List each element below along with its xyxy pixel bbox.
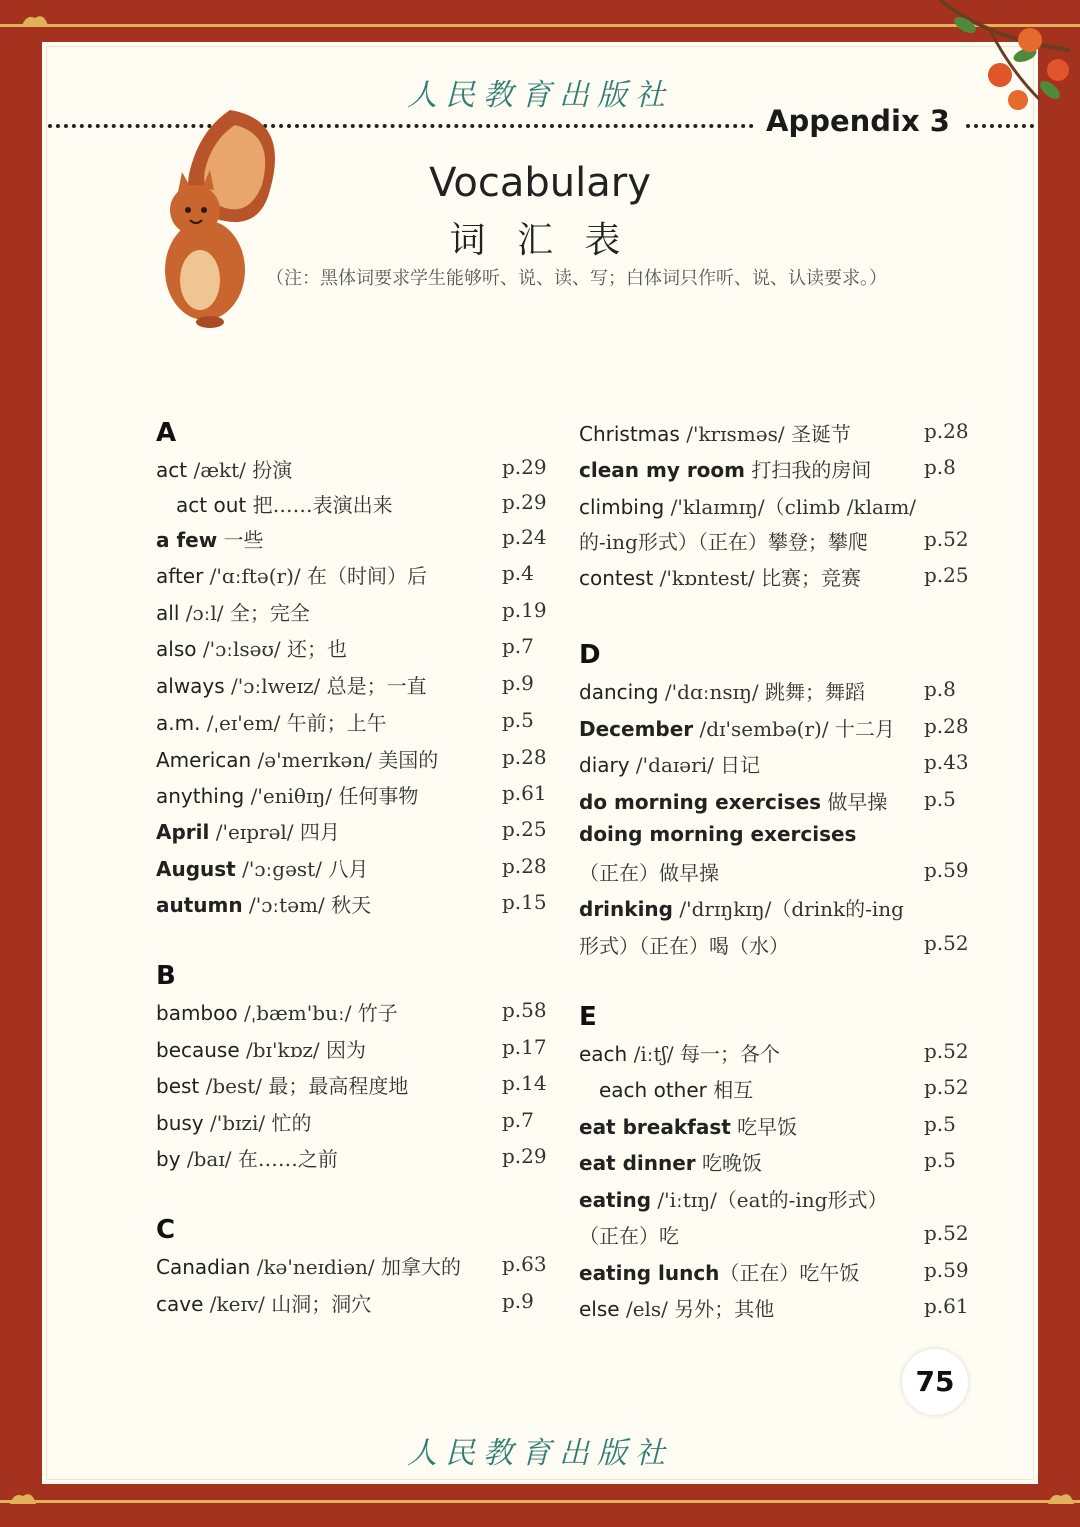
entry-definition: /'ɔːtəm/ 秋天	[242, 893, 372, 917]
entry-page-ref: p.5	[924, 1148, 956, 1172]
entry-word: a few	[156, 528, 218, 552]
entry-page-ref: p.15	[502, 890, 547, 914]
vocab-entry-climbing-cont	[579, 526, 868, 555]
entry-definition: 的-ing形式）（正在）攀登；攀爬	[579, 530, 868, 554]
vocab-entry-a-few	[156, 524, 264, 553]
entry-definition: /ækt/ 扮演	[187, 458, 293, 482]
entry-word: autumn	[156, 893, 243, 917]
vocab-entry-else	[579, 1293, 774, 1322]
entry-definition: /baɪ/ 在……之前	[180, 1147, 338, 1171]
entry-page-ref: p.58	[502, 998, 547, 1022]
dotted-rule-right	[966, 124, 1034, 128]
entry-definition: /'eniθɪŋ/ 任何事物	[244, 784, 419, 808]
entry-definition: /'dɑːnsɪŋ/ 跳舞；舞蹈	[658, 680, 866, 704]
vocab-entry-diary	[579, 749, 760, 778]
vocab-entry-act	[156, 454, 292, 483]
entry-definition: 相互	[706, 1078, 754, 1102]
entry-word: eat dinner	[579, 1151, 696, 1175]
top-gold-line	[0, 24, 1080, 27]
vocab-entry-after	[156, 560, 427, 589]
entry-page-ref: p.61	[924, 1294, 969, 1318]
entry-page-ref: p.59	[924, 1258, 969, 1282]
section-letter-c: C	[156, 1215, 176, 1245]
footer-publisher: 人民教育出版社	[407, 1436, 673, 1471]
vocab-entry-by	[156, 1143, 338, 1172]
entry-page-ref: p.5	[502, 708, 534, 732]
appendix-label: Appendix 3	[766, 104, 950, 138]
entry-word: after	[156, 564, 204, 588]
squirrel-illustration-icon	[150, 100, 300, 330]
entry-definition: 一些	[217, 528, 264, 552]
entry-word: clean my room	[579, 458, 745, 482]
entry-definition: 吃早饭	[730, 1115, 798, 1139]
entry-word: because	[156, 1038, 240, 1062]
entry-page-ref: p.7	[502, 634, 534, 658]
entry-definition: /ˌbæm'buː/ 竹子	[237, 1001, 398, 1025]
vocab-entry-anything	[156, 780, 418, 809]
entry-word: American	[156, 748, 252, 772]
entry-word: drinking	[579, 897, 673, 921]
entry-page-ref: p.4	[502, 561, 534, 585]
vocab-entry-eat-dinner	[579, 1147, 762, 1176]
entry-definition: /bɪ'kɒz/ 因为	[239, 1038, 367, 1062]
entry-definition: /ˌeɪ'em/ 午前；上午	[200, 711, 387, 735]
vocab-entry-eat-breakfast	[579, 1111, 797, 1140]
vocab-entry-each-other	[599, 1074, 753, 1103]
entry-definition: /'ɑːftə(r)/ 在（时间）后	[203, 564, 427, 588]
entry-word: bamboo	[156, 1001, 238, 1025]
entry-page-ref: p.52	[924, 1221, 969, 1245]
vocab-entry-august	[156, 853, 368, 882]
entry-word: dancing	[579, 680, 659, 704]
entry-definition: /'krɪsməs/ 圣诞节	[679, 422, 851, 446]
entry-page-ref: p.28	[502, 854, 547, 878]
cloud-corner-ornament-icon	[20, 10, 50, 30]
entry-word: eating lunch	[579, 1261, 720, 1285]
vocab-entry-best	[156, 1070, 408, 1099]
entry-word: act	[156, 458, 188, 482]
entry-page-ref: p.29	[502, 455, 547, 479]
entry-page-ref: p.5	[924, 787, 956, 811]
entry-page-ref: p.25	[924, 563, 969, 587]
entry-definition: /'ɔːgəst/ 八月	[235, 857, 369, 881]
vocab-entry-doing-morning-exercises	[579, 822, 856, 846]
entry-definition: /'bɪzi/ 忙的	[203, 1111, 312, 1135]
entry-word: Canadian	[156, 1255, 251, 1279]
entry-word: diary	[579, 753, 630, 777]
entry-page-ref: p.63	[502, 1252, 547, 1276]
vocab-entry-autumn	[156, 889, 371, 918]
entry-word: else	[579, 1297, 620, 1321]
entry-word: act out	[176, 493, 247, 517]
entry-page-ref: p.43	[924, 750, 969, 774]
entry-page-ref: p.25	[502, 817, 547, 841]
entry-word: doing morning exercises	[579, 822, 857, 846]
entry-definition: /'eɪprəl/ 四月	[209, 820, 340, 844]
entry-word: August	[156, 857, 236, 881]
cloud-corner-ornament-icon	[1046, 1488, 1076, 1508]
entry-definition: /keɪv/ 山洞；洞穴	[203, 1292, 372, 1316]
entry-page-ref: p.52	[924, 527, 969, 551]
entry-definition: /best/ 最；最高程度地	[199, 1074, 409, 1098]
entry-definition: /'drɪŋkɪŋ/（drink的-ing	[672, 897, 904, 921]
vocab-entry-climbing	[579, 491, 916, 520]
entry-definition: /iːtʃ/ 每一；各个	[627, 1042, 781, 1066]
vocab-entry-contest	[579, 562, 861, 591]
vocab-entry-busy	[156, 1107, 311, 1136]
vocab-entry-clean-my-room	[579, 454, 871, 483]
entry-word: always	[156, 674, 225, 698]
entry-word: also	[156, 637, 197, 661]
entry-definition: /els/ 另外；其他	[619, 1297, 775, 1321]
entry-page-ref: p.17	[502, 1035, 547, 1059]
entry-definition: /'daɪəri/ 日记	[629, 753, 761, 777]
entry-definition: /'klaɪmɪŋ/（climb /klaɪm/	[664, 495, 917, 519]
entry-page-ref: p.59	[924, 858, 969, 882]
section-letter-b: B	[156, 961, 176, 991]
entry-word: all	[156, 601, 180, 625]
vocab-entry-dancing	[579, 676, 865, 705]
entry-page-ref: p.52	[924, 1039, 969, 1063]
entry-definition: /kə'neɪdiən/ 加拿大的	[250, 1255, 462, 1279]
entry-word: a.m.	[156, 711, 201, 735]
entry-definition: /ɔːl/ 全；完全	[179, 601, 310, 625]
entry-page-ref: p.9	[502, 671, 534, 695]
entry-definition: （正在）吃	[579, 1224, 679, 1248]
entry-definition: 形式）（正在）喝（水）	[579, 934, 789, 958]
entry-word: Christmas	[579, 422, 680, 446]
vocab-entry-eating-cont	[579, 1220, 679, 1249]
entry-page-ref: p.28	[502, 745, 547, 769]
entry-definition: （正在）吃午饭	[719, 1261, 860, 1285]
entry-page-ref: p.24	[502, 525, 547, 549]
cloud-corner-ornament-icon	[8, 1488, 38, 1508]
vocab-entry-eating-lunch	[579, 1257, 859, 1286]
entry-word: do morning exercises	[579, 790, 822, 814]
vocab-entry-eating	[579, 1184, 887, 1213]
vocab-entry-because	[156, 1034, 366, 1063]
entry-definition: （正在）做早操	[579, 861, 719, 885]
vocab-entry-american	[156, 744, 438, 773]
entry-word: by	[156, 1147, 181, 1171]
entry-word: each other	[599, 1078, 707, 1102]
entry-definition: 打扫我的房间	[745, 458, 872, 482]
entry-word: contest	[579, 566, 654, 590]
entry-word: each	[579, 1042, 628, 1066]
entry-definition: /'kɒntest/ 比赛；竞赛	[653, 566, 861, 590]
vocab-entry-canadian	[156, 1251, 461, 1280]
vocab-entry-always	[156, 670, 427, 699]
entry-page-ref: p.52	[924, 931, 969, 955]
page-subtitle: 词 汇 表	[449, 220, 631, 261]
entry-definition: /'ɔːlsəʊ/ 还；也	[196, 637, 347, 661]
page-number: 75	[902, 1349, 968, 1415]
entry-word: busy	[156, 1111, 204, 1135]
entry-page-ref: p.29	[502, 1144, 547, 1168]
bottom-gold-line	[0, 1500, 1080, 1503]
entry-word: climbing	[579, 495, 665, 519]
entry-word: April	[156, 820, 210, 844]
entry-definition: /ə'merɪkən/ 美国的	[251, 748, 439, 772]
page-title: Vocabulary	[429, 160, 651, 206]
vocab-entry-doing-morning-exercises-cont	[579, 857, 719, 886]
entry-page-ref: p.28	[924, 714, 969, 738]
entry-page-ref: p.9	[502, 1289, 534, 1313]
vocab-entry-december	[579, 713, 895, 742]
entry-word: eat breakfast	[579, 1115, 731, 1139]
entry-page-ref: p.14	[502, 1071, 547, 1095]
usage-note: （注：黑体词要求学生能够听、说、读、写；白体词只作听、说、认读要求。）	[266, 268, 887, 289]
entry-page-ref: p.29	[502, 490, 547, 514]
entry-page-ref: p.8	[924, 455, 956, 479]
entry-page-ref: p.28	[924, 419, 969, 443]
entry-word: eating	[579, 1188, 652, 1212]
entry-word: anything	[156, 784, 245, 808]
vocab-entry-cave	[156, 1288, 371, 1317]
vocab-entry-am	[156, 707, 387, 736]
vocab-entry-all	[156, 597, 310, 626]
vocab-entry-christmas	[579, 418, 851, 447]
entry-word: December	[579, 717, 694, 741]
persimmon-branch-decoration-icon	[930, 0, 1080, 120]
entry-definition: 做早操	[821, 790, 888, 814]
entry-page-ref: p.5	[924, 1112, 956, 1136]
header-publisher: 人民教育出版社	[407, 78, 673, 113]
vocab-entry-do-morning-exercises	[579, 786, 887, 815]
vocab-entry-also	[156, 633, 347, 662]
vocab-entry-act-out	[176, 489, 393, 518]
vocab-entry-april	[156, 816, 340, 845]
entry-page-ref: p.8	[924, 677, 956, 701]
section-letter-e: E	[579, 1002, 597, 1032]
entry-page-ref: p.19	[502, 598, 547, 622]
entry-definition: 吃晚饭	[695, 1151, 763, 1175]
entry-page-ref: p.52	[924, 1075, 969, 1099]
entry-definition: /'iːtɪŋ/（eat的-ing形式）	[651, 1188, 888, 1212]
entry-page-ref: p.61	[502, 781, 547, 805]
entry-definition: 把……表演出来	[246, 493, 393, 517]
vocab-entry-each	[579, 1038, 780, 1067]
entry-definition: /'ɔːlweɪz/ 总是；一直	[224, 674, 427, 698]
entry-definition: /dɪ'sembə(r)/ 十二月	[693, 717, 895, 741]
entry-word: cave	[156, 1292, 204, 1316]
section-letter-d: D	[579, 640, 601, 670]
vocab-entry-bamboo	[156, 997, 398, 1026]
entry-word: best	[156, 1074, 200, 1098]
vocab-entry-drinking-cont	[579, 930, 789, 959]
vocab-entry-drinking	[579, 893, 904, 922]
entry-page-ref: p.7	[502, 1108, 534, 1132]
section-letter-a: A	[156, 418, 177, 448]
